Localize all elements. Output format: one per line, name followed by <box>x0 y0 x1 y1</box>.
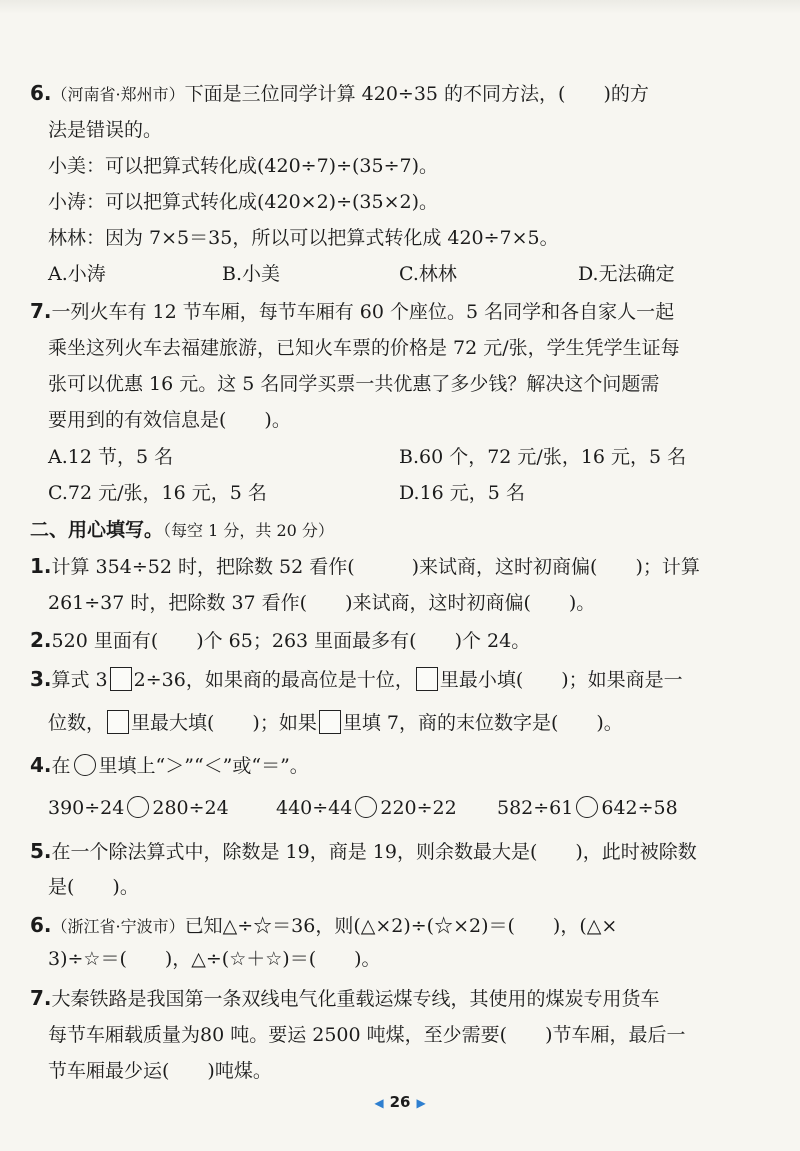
fill-3-line-1 <box>30 666 800 693</box>
fill-4-comparisons <box>497 795 800 821</box>
question-7-line-2: 乘坐这列火车去福建旅游，已知火车票的价格是 72 元/张，学生凭学生证每 <box>48 337 680 359</box>
question-text: 大秦铁路是我国第一条双线电气化重载运煤专线，其使用的煤炭专用货车 <box>51 988 660 1010</box>
question-6-line-2: 法是错误的。 <box>48 119 163 141</box>
fill-5-line-1 <box>30 838 800 865</box>
question-text: 里最小填( )；如果商是一 <box>439 669 683 691</box>
question-number: 6. <box>30 913 52 937</box>
blank-circle[interactable] <box>127 796 149 818</box>
question-7-line-4: 要用到的有效信息是( )。 <box>48 409 291 431</box>
section-title: 二、用心填写。 <box>30 519 164 541</box>
fill-1-line-2: 261÷37 时，把除数 37 看作( )来试商，这时初商偏( )。 <box>48 592 596 614</box>
fill-1-line-1 <box>30 553 800 580</box>
question-text: 在 <box>51 755 71 777</box>
question-number: 2. <box>30 628 52 652</box>
question-number: 4. <box>30 753 52 777</box>
question-number: 7. <box>30 986 52 1010</box>
question-text: 位数， <box>48 712 106 734</box>
fill-7-line-1 <box>30 985 800 1012</box>
question-text: 2÷36，如果商的最高位是十位， <box>133 669 414 691</box>
question-text: 下面是三位同学计算 420÷35 的不同方法，( )的方 <box>184 83 649 105</box>
option-d[interactable]: D.16 元，5 名 <box>399 482 525 504</box>
source-tag: （浙江省·宁波市） <box>51 917 185 936</box>
fill-2-line-1 <box>30 627 800 654</box>
option-d[interactable]: D.无法确定 <box>578 263 675 285</box>
section-score-note: （每空 1 分，共 20 分） <box>163 521 334 540</box>
expression: 440÷44 <box>276 797 353 819</box>
fill-6-line-2: 3)÷☆＝( )，△÷(☆＋☆)＝( )。 <box>48 948 381 970</box>
section-heading <box>30 517 800 544</box>
question-6-method-3: 林林：因为 7×5＝35，所以可以把算式转化成 420÷7×5。 <box>48 227 559 249</box>
fill-6-line-1 <box>30 912 800 940</box>
fill-5-line-2: 是( )。 <box>48 876 139 898</box>
next-page-arrow-icon[interactable]: ▶ <box>416 1096 426 1110</box>
blank-circle[interactable] <box>355 796 377 818</box>
blank-box[interactable] <box>107 710 129 734</box>
expression: 220÷22 <box>380 797 457 819</box>
fill-3-line-2 <box>48 710 800 736</box>
question-6-line-1 <box>30 80 800 108</box>
blank-circle[interactable] <box>576 796 598 818</box>
question-text: 一列火车有 12 节车厢，每节车厢有 60 个座位。5 名同学和各自家人一起 <box>51 301 675 323</box>
expression: 390÷24 <box>48 797 125 819</box>
question-7-line-3: 张可以优惠 16 元。这 5 名同学买票一共优惠了多少钱？解决这个问题需 <box>48 373 660 395</box>
page-footer <box>0 1093 800 1111</box>
page-number: 26 <box>389 1093 411 1111</box>
prev-page-arrow-icon[interactable]: ◀ <box>374 1096 384 1110</box>
option-b[interactable]: B.60 个，72 元/张，16 元，5 名 <box>399 446 687 468</box>
blank-box[interactable] <box>319 710 341 734</box>
expression: 642÷58 <box>601 797 678 819</box>
question-text: 里填上“＞”“＜”或“＝”。 <box>98 755 309 777</box>
question-text: 已知△÷☆＝36，则(△×2)÷(☆×2)＝( )，(△× <box>184 915 618 937</box>
source-tag: （河南省·郑州市） <box>51 85 185 104</box>
question-text: 520 里面有( )个 65；263 里面最多有( )个 24。 <box>51 630 531 652</box>
blank-circle[interactable] <box>74 754 96 776</box>
option-b[interactable]: B.小美 <box>222 263 281 285</box>
page-top-shadow <box>0 0 800 14</box>
question-number: 6. <box>30 81 52 105</box>
question-text: 计算 354÷52 时，把除数 52 看作( )来试商，这时初商偏( )；计算 <box>51 556 700 578</box>
question-text: 里最大填( )；如果 <box>131 712 317 734</box>
question-number: 5. <box>30 839 52 863</box>
blank-box[interactable] <box>110 667 132 691</box>
question-text: 在一个除法算式中，除数是 19，商是 19，则余数最大是( )，此时被除数 <box>51 841 697 863</box>
expression: 280÷24 <box>152 797 229 819</box>
question-7-line-1 <box>30 298 800 325</box>
question-number: 7. <box>30 299 52 323</box>
option-c[interactable]: C.林林 <box>399 263 457 285</box>
blank-box[interactable] <box>416 667 438 691</box>
fill-7-line-2: 每节车厢载质量为80 吨。要运 2500 吨煤，至少需要( )节车厢，最后一 <box>48 1024 686 1046</box>
fill-7-line-3: 节车厢最少运( )吨煤。 <box>48 1060 272 1082</box>
option-a[interactable]: A.12 节，5 名 <box>48 446 174 468</box>
question-6-method-2: 小涛：可以把算式转化成(420×2)÷(35×2)。 <box>48 191 439 213</box>
question-text: 算式 3 <box>51 669 108 691</box>
question-text: 里填 7，商的末位数字是( )。 <box>342 712 623 734</box>
expression: 582÷61 <box>497 797 574 819</box>
fill-4-line-1 <box>30 752 800 779</box>
option-a[interactable]: A.小涛 <box>48 263 106 285</box>
question-6-method-1: 小美：可以把算式转化成(420÷7)÷(35÷7)。 <box>48 155 439 177</box>
question-number: 1. <box>30 554 52 578</box>
question-number: 3. <box>30 667 52 691</box>
option-c[interactable]: C.72 元/张，16 元，5 名 <box>48 482 267 504</box>
